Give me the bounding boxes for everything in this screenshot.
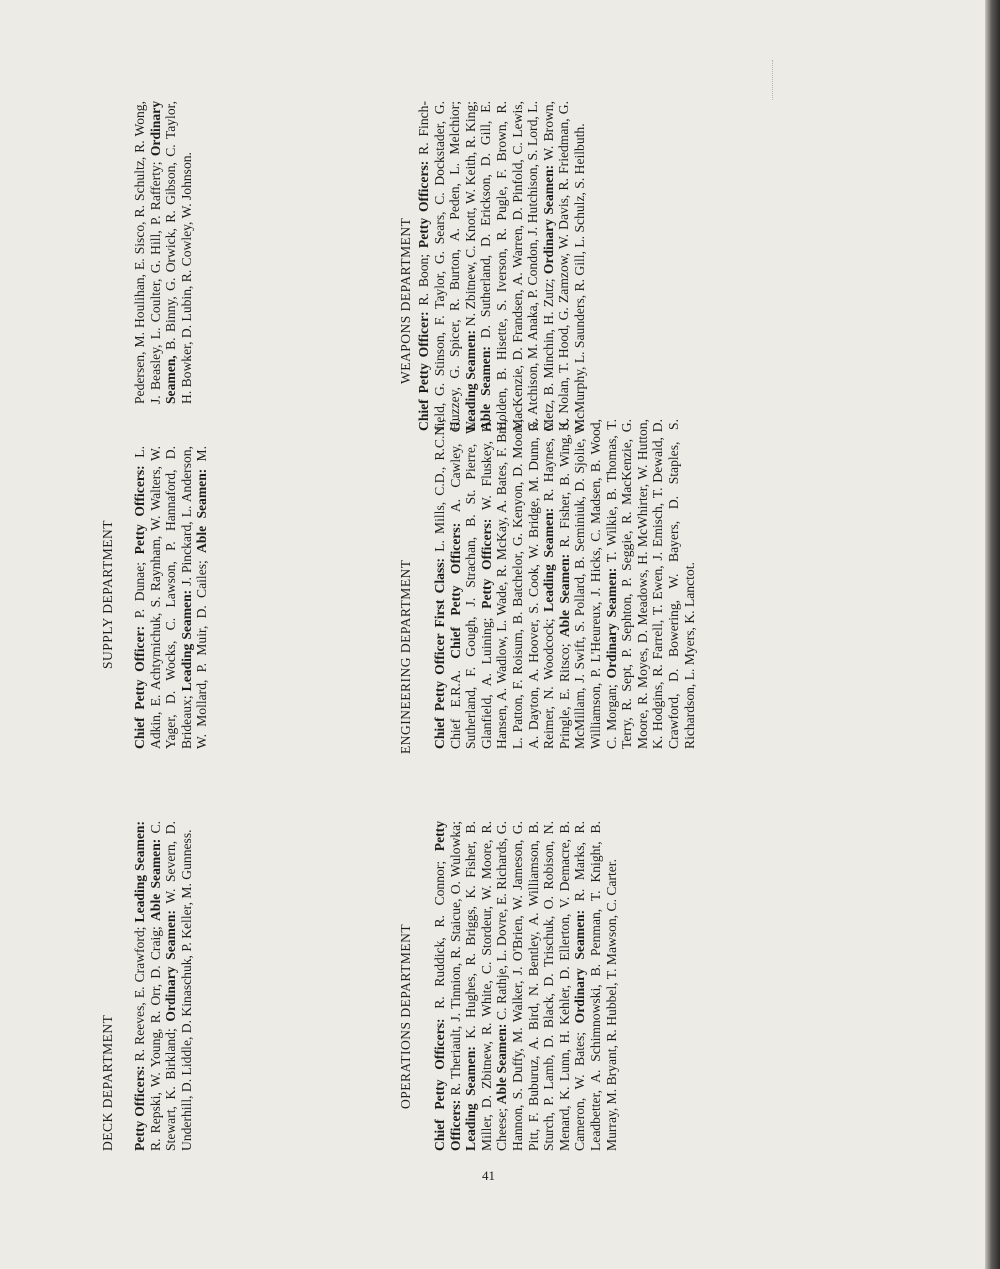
- deck-rank-2: Leading Seamen:: [132, 821, 147, 923]
- supply-names-4: M. Pedersen, M. Houlihan, E. Sisco, R. Schultz, R. Wong, J. Beasley, L. Coulter, G. Hill, P. Rafferty;: [132, 101, 210, 469]
- deck-roster: [132, 821, 194, 1151]
- engineering-names-5: R. Fisher, B. Wing, J. McMillam, J. Swift, S. Pollard, B. Seminiuk, D. Sjolie, W. Williamson, P. L'Heureux, J. Hicks, C. Madsen, B. Wood, C. Morgan;: [556, 419, 619, 749]
- supply-rank-3: Leading Seamen:: [178, 589, 194, 692]
- engineering-names-3: W. Fluskey, H. Hansen, A. Wadlow, L. Wade, R. McKay, A. Bates, F. Bro, L. Patton, F. Roisum, B. Batchelor, G. Kenyon, D. Moore, A. Dayton, A. Hoover, S. Cook, W. Bridge, M. Dunn, R. Reimer, N. Woodcock;: [478, 419, 557, 749]
- weapons-names-5: W. Brown, K. Nolan, T. Hood, G. Zamzow, W. Davis, R. Friedman, G. McMurphy, L. Saunders, R. Gill, L. Schulz, S. Heilbuth.: [540, 100, 587, 431]
- supply-names-3: J. Pinckard, L. Anderson, W. Mollard, P. Muir, D. Cailes;: [178, 446, 210, 749]
- deck-rank-3: Able Seamen:: [147, 838, 163, 921]
- weapons-names-2: R. Finch-field, G. Stinson, F. Taylor, G. Sears, C. Dockstader, G. Huzzey, G. Spicer, R. Burton, A. Peden, L. Melchior;: [416, 101, 463, 431]
- engineering-rank-1: Chief Petty Officer First Class:: [432, 557, 447, 749]
- operations-names-4: C. Rathje, L. Dovre, E. Richards, G. Hannon, S. Duffy, M. Walker, J. O'Brien, W. Jameson, G. Pitt, F. Buburuz, A. Bird, N. Bentley, A. Williamson, B. Sturch, P. Lamb, D. Black, D. Trischuk, O. Robison, N. Menard, K. Lunn, H. Kehler, D. Ellerton, V. Demacre, B. Cameron, W. Bates;: [494, 821, 588, 1151]
- operations-names-2: R. Theriault, J. Tinnion, R. Staicue, O. Wulowka;: [447, 821, 463, 1100]
- deck-names-1: R. Reeves, E. Crawford;: [132, 922, 147, 1066]
- engineering-roster: [432, 419, 697, 749]
- engineering-rank-4: Leading Seamen:: [541, 507, 557, 612]
- weapons-names-1: R. Boon;: [416, 248, 431, 312]
- supply-roster: [132, 101, 210, 749]
- deck-names-4: W. Severn, D. Underhill, D. Liddle, D. Kinaschuk, P. Keller, M. Gunness.: [163, 821, 194, 1151]
- engineering-rank-6: Ordinary Seamen:: [603, 567, 619, 679]
- supply-names-5: B. Binny, G. Orwick, R. Gibson, C. Taylor, H. Bowker, D. Lubin, R. Cowley, W. Johnson.: [163, 101, 194, 404]
- deck-rank-1: Petty Officers:: [132, 1065, 147, 1151]
- operations-rank-3: Leading Seamen:: [463, 1046, 479, 1151]
- operations-names-1: R. Ruddick, R. Connor;: [432, 851, 447, 1019]
- operations-rank-2: Petty Officers:: [432, 821, 463, 1151]
- weapons-heading: WEAPONS DEPARTMENT: [398, 217, 413, 384]
- weapons-rank-2: Petty Officers:: [416, 160, 431, 249]
- engineering-rank-3: Petty Officers:: [478, 518, 494, 609]
- supply-rank-4: Able Seamen:: [194, 468, 210, 553]
- weapons-rank-5: Ordinary Seamen:: [540, 164, 556, 275]
- page-edge: [985, 0, 1000, 1269]
- deck-rank-4: Ordinary Seamen:: [163, 910, 179, 1022]
- page-number: 41: [482, 1168, 495, 1183]
- weapons-rank-4: Able Seamen:: [478, 346, 494, 431]
- engineering-names-4: R. Haynes, C. Pringle, E. Ritsco;: [541, 418, 572, 749]
- supply-rank-5: Ordinary Seamen,: [147, 101, 179, 404]
- operations-roster: [432, 821, 619, 1151]
- supply-rank-2: Petty Officers:: [132, 465, 147, 555]
- supply-rank-1: Chief Petty Officer:: [132, 625, 147, 749]
- weapons-rank-1: Chief Petty Officer:: [416, 311, 431, 431]
- weapons-names-4: D. Sutherland, D. Erickson, D. Gill, E. Holden, B. Hisette, S. Iverson, R. Pugle, F. Brown, R. MacKenzie, D. Frandsen, A. Warren, D. Pinfold, C. Lewis, G. Atchison, M. Anaka, P. Condon, J. Hutchison, S. Lord, L. Metz, B. Minchin, H. Zutz;: [478, 101, 556, 431]
- operations-rank-1: Chief Petty Officers:: [432, 1018, 447, 1151]
- engineering-rank-5: Able Seamen:: [556, 553, 572, 638]
- weapons-roster: [416, 101, 588, 431]
- engineering-names-1: L. Mills, C.D., R.C.N., Chief E.R.A.: [432, 419, 463, 749]
- deck-names-3: C. Stewart, K. Birkland;: [147, 821, 179, 1151]
- engineering-names-6: T. Wilkie, B. Thomas, T. Terry, R. Sept, P. Sephton, P. Seggie, R. MacKenzie, G. Moore, R. Moyes, D. Meadows, H. McWhirter, W. Hutton, K. Hodgins, R. Farrell, T. Ewen, J. Emisch, T. Dewald, D. Crawford, D. Bowering, W. Bayers, D. Staples, S. Richardson, L. Myers, K. Lanctot.: [603, 419, 697, 749]
- engineering-rank-2: Chief Petty Officers:: [447, 522, 463, 659]
- operations-rank-4: Able Seamen:: [494, 1023, 510, 1105]
- operations-names-3: K. Hughes, R. Briggs, K. Fisher, B. Miller, D. Zbitnew, R. White, C. Stordeur, W. Moore, R. Cheese;: [463, 821, 510, 1151]
- weapons-rank-3: Leading Seamen:: [462, 329, 478, 431]
- deck-names-2: R. Repski, W. Young, R. Orr, D. Craig;: [147, 920, 163, 1151]
- engineering-names-2: A. Cawley, G. Sutherland, F. Gough, J. Strachan, B. St. Pierre, W. Glanfield, A. Luining;: [447, 418, 494, 749]
- engineering-heading: ENGINEERING DEPARTMENT: [398, 559, 413, 754]
- operations-names-5: R. Marks, R. Leadbetter, A. Schimnowski, B. Penman, T. Knight, B. Murray, M. Bryant, R. Hubbel, T. Mawson, C. Carter.: [572, 821, 619, 1151]
- operations-heading: OPERATIONS DEPARTMENT: [398, 923, 413, 1109]
- operations-rank-5: Ordinary Seamen:: [572, 909, 588, 1024]
- supply-names-1: P. Dunae;: [132, 554, 147, 626]
- weapons-names-3: N. Zbitnew, C. Knott, W. Keith, R. King;: [462, 100, 478, 330]
- deck-heading: DECK DEPARTMENT: [100, 1014, 115, 1151]
- supply-heading: SUPPLY DEPARTMENT: [100, 520, 115, 669]
- supply-names-2: L. Adkin, E. Achtymichuk, S. Raynham, W. Walters, W. Yager, D. Wocks, C. Lawson, P. Hannaford, D. Brideaux;: [132, 445, 194, 749]
